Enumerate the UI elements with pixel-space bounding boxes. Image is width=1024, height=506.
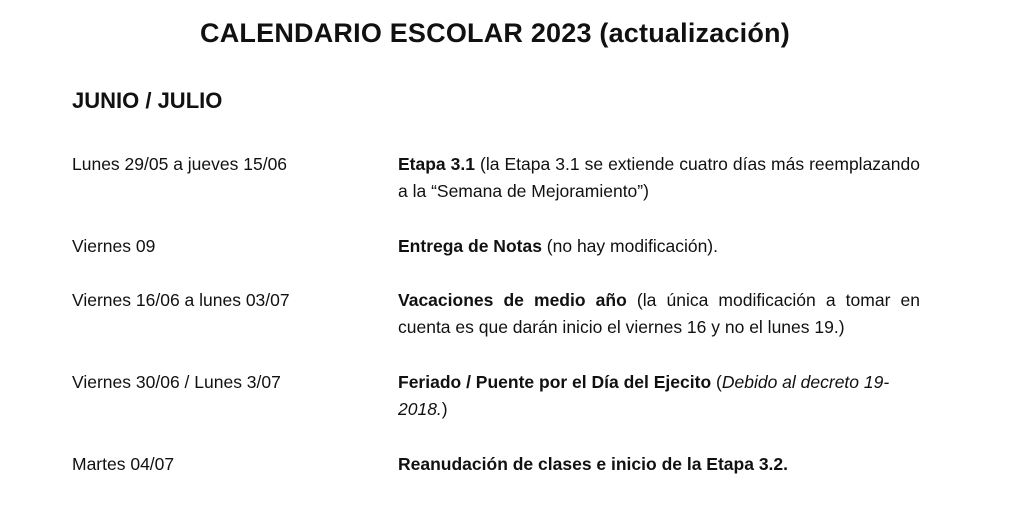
entry-description xyxy=(398,369,920,423)
entry-date: Viernes 16/06 a lunes 03/07 xyxy=(72,290,290,310)
entry-event-name: Vacaciones de medio año xyxy=(398,290,627,310)
entry-date: Viernes 30/06 / Lunes 3/07 xyxy=(72,372,281,392)
section-heading: JUNIO / JULIO xyxy=(72,88,223,113)
entry-note: (no hay modificación). xyxy=(541,236,718,256)
entry-description xyxy=(398,151,920,205)
entry-italic-note: Debido al decreto 19-2018. xyxy=(398,372,890,419)
entry-description xyxy=(398,451,920,478)
entry-note: ( xyxy=(711,372,722,392)
entry-note: (la única modificación a tomar en cuenta es que darán inicio el viernes 16 y no el lunes 19.) xyxy=(398,290,920,337)
entry-description xyxy=(398,287,920,341)
entry-event-name: Etapa 3.1 xyxy=(398,154,475,174)
entry-event-name: Reanudación de clases e inicio de la Etapa 3.2. xyxy=(398,454,789,474)
entry-date: Lunes 29/05 a jueves 15/06 xyxy=(72,154,288,174)
entry-event-name: Feriado / Puente por el Día del Ejecito xyxy=(398,372,712,392)
entry-note: (la Etapa 3.1 se extiende cuatro días más reemplazando a la “Semana de Mejoramiento”) xyxy=(398,154,920,201)
entry-date: Martes 04/07 xyxy=(72,454,175,474)
entry-note-tail: ) xyxy=(441,399,448,419)
document-title: CALENDARIO ESCOLAR 2023 (actualización) xyxy=(200,18,790,48)
entry-date: Viernes 09 xyxy=(72,236,156,256)
entry-description xyxy=(398,233,920,260)
entry-event-name: Entrega de Notas xyxy=(398,236,542,256)
